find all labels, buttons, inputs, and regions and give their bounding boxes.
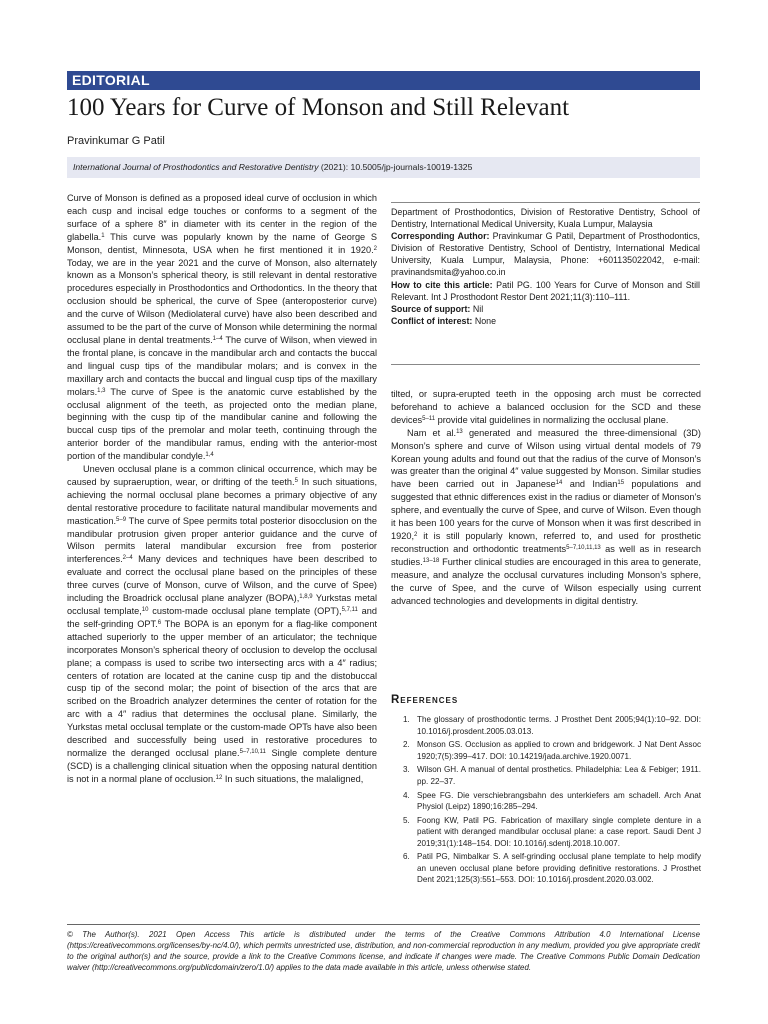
citation-superscript: 5–9 [116,516,127,523]
reference-item [391,714,701,737]
citation-superscript: 5–7,10,11,13 [566,544,601,551]
citation-superscript: 2 [373,245,377,252]
reference-item [391,790,701,813]
reference-item [391,815,701,850]
citation-superscript: 12 [215,774,223,781]
citation-superscript: 2 [414,531,418,538]
journal-name: International Journal of Prosthodontics and Restorative Dentistry [73,162,319,172]
divider [391,364,700,365]
reference-number: 5. [403,815,410,825]
reference-text: Patil PG, Nimbalkar S. A self-grinding occlusal plane template to help modify an uneven occlusal plane before providing definitive restorations. J Prosthet Dent 2021;125(3):551–553. DOI: 10.1016/j.prosdent.2020.03.002. [417,852,701,885]
citation-superscript: 14 [555,480,563,487]
divider [391,202,700,203]
citation-superscript: 6 [157,619,162,626]
section-label: EDITORIAL [72,72,150,88]
department: Department of Prosthodontics, Division of Restorative Dentistry, School of Dentistry, International Medical University, Kuala Lumpur, Malaysia [391,207,700,230]
citation-superscript: 15 [617,480,625,487]
citation-superscript: 5 [294,477,298,484]
citation-superscript: 1 [101,232,105,239]
author-name: Pravinkumar G Patil [67,135,165,147]
section-banner [67,71,700,90]
right-column [391,388,701,607]
citation-superscript: 10 [141,607,149,613]
reference-list [391,714,701,888]
paragraph-2: Uneven occlusal plane is a common clinical occurrence, which may be caused by supraeruption, wear, or drifting of the teeth.$^5$ In such situations, achieving the normal occlusal plane becomes a primary objective of any dental restorative procedure to facilitate natural mandibular movements and mastication.$^{5-9}$ The curve of Spee permits total posterior disocclusion on the mandibular protrusion given proper anterior guidance and the curve of Wilson permits lateral mandibular excursion free from posterior interferences.$^{2-4}$ Many devices and techniques have been described to evaluate and correct the occlusal plane based on the principles of these three curves (curve of Monson, curve of Wilson, and the curve of Spee) including the Broadrick occlusal plane analyzer (BOPA),$^{1,8,9}$ Yurkstas metal occlusal template,$^{10}$ custom-made occlusal plane template (OPT),$^{5,7,11}$ and the self-grinding OPT.$^6$ The BOPA is an eponym for a flag-like component attached superiorly to the upper member of an articulator; the technique incorporates Monson’s spherical theory of occlusion to develop the occlusal plane; a compass is used to scribe two intersecting arcs with a 4″ radius; centers of rotation are located at the canine cusp tip and the distobuccal cusp tip of the second molar; the point of bisection of the arcs that are scribed on the Broadrich analyzer determines the center of rotation for the arc with a 4″ radius that determines the occlusal plane. Similarly, the Yurkstas metal occlusal template or the custom-made OPTs have also been described and successfully being used in restorative procedures to normalize the deranged occlusal plane.$^{5-7,10,11}$ Single complete denture (SCD) is a challenging clinical situation when the opposing natural dentition is not in a normal plane of occlusion.$^{12}$ In such situations, the malaligned, [67,464,378,784]
reference-text: Spee FG. Die verschiebrangsbahn des unterkiefers am schadell. Arch Anat Physiol (Leipz) 1890;16:285–294. [417,790,701,812]
citation-superscript: 5,7,11 [341,607,358,613]
article-title: 100 Years for Curve of Monson and Still Relevant [67,94,570,121]
reference-number: 4. [403,790,410,800]
license-text: © The Author(s). 2021 Open Access This article is distributed under the terms of the Creative Commons Attribution 4.0 International License (https://creativecommons.org/licenses/by-nc/4.0/), which permits unrestricted use, distribution, and non-commercial reproduction in any medium, provided you give appropriate credit to the original author(s) and the source, provide a link to the Creative Commons license, and indicate if changes were made. The Creative Commons Public Domain Dedication waiver (http://creativecommons.org/publicdomain/zero/1.0/) applies to the data made available in this article, unless otherwise stated. [67,930,700,973]
citation-superscript: 1,3 [97,387,106,394]
source-of-support: Source of support: Nil [391,303,484,314]
how-to-cite: How to cite this article: Patil PG. 100 Years for Curve of Monson and Still Relevant. Int J Prosthodont Restor Dent 2021;11(3):110–111. [391,279,700,302]
reference-text: Foong KW, Patil PG. Fabrication of maxillary single complete denture in a patient with deranged mandibular occlusal plane: a case report. Saudi Dent J 2019;31(1):148–154. DOI: 10.1016/j.sdentj.2018.10.007. [417,815,701,848]
citation-superscript: 5–7,10,11 [239,748,266,755]
left-column [67,192,377,786]
reference-number: 1. [403,715,410,724]
citation-superscript: 1,4 [205,452,214,459]
paragraph-2-continued: tilted, or supra-erupted teeth in the opposing arch must be corrected beforehand to achieve a balanced occlusion for the SCD and these devices$^{5-11}$ provide vital guidelines in normalizing the occlusal plane. [391,389,701,425]
reference-item [391,851,701,886]
citation-superscript: 13–18 [422,557,440,564]
paragraph-3: Nam et al.$^{13}$ generated and measured the three-dimensional (3D) Monson’s sphere and curve of Wilson using virtual dental models of 79 Korean young adults and found out that the radius of the curve of Monson’s was greater than the original 4″ value suggested by Monson. Similar studies have been carried out in Japanese$^{14}$ and Indian$^{15}$ populations and suggested that ethnic differences exist in the radius or diameter of Monson’s sphere, and eventually the curve of Spee, and curve of Wilson. Even though it has been 100 years for the curve of Monson when it was first described in 1920,$^2$ it is still popularly known, referred to, and used for prosthetic reconstruction and orthodontic treatments$^{5-7,10,11,13}$ as well as in research studies.$^{13-18}$ Further clinical studies are encouraged in this area to generate, measure, and analyze the occlusal curvatures including Monson’s sphere, the curve of Spee, and the curve of Wilson especially using current advanced technologies and developments in digital dentistry. [391,427,701,606]
paragraph-1: Curve of Monson is defined as a proposed ideal curve of occlusion in which each cusp and incisal edge touches or conforms to a segment of the surface of a sphere 8″ in diameter with its center in the region of the glabella.$^1$ This curve was popularly known by the name of George S Monson, dentist, Minnesota, USA when he first mentioned it in 1920.$^2$ Today, we are in the year 2021 and the curve of Monson, also alternately known as a Monson’s spherical theory, is still relevant in dental restorative procedures especially in Prosthodontics and Orthodontics. In the theory that occlusion should be spherical, the curve of Spee (anteroposterior curve) and the curve of Wilson (Mediolateral curve) have also been described and assumed to be the part of the curve of Monson while determining the normal occlusal plane in dental treatments.$^{1-4}$ The curve of Wilson, when viewed in the frontal plane, is concave in the mandibular arch and contacts the buccal and lingual cusp tips of the mandibular molars; and is convex in the maxillary arch and contacts the buccal and lingual cusp tips of the maxillary molars.$^{1,3}$ The curve of Spee is the anatomic curve established by the occlusal alignment of the teeth, as projected onto the median plane, beginning with the cusp tip of the mandibular canine and following the buccal cusp tips of the premolar and molar teeth, continuing through the anterior border of the mandibular ramus, ending with the anterior-most portion of the mandibular condyle.$^{1,4}$ [67,193,377,462]
citation-superscript: 1,8,9 [299,594,313,601]
reference-text: Wilson GH. A manual of dental prosthetics. Philadelphia: Lea & Febiger; 1911. pp. 22–37. [417,765,701,786]
reference-item [391,764,701,787]
affiliation-box [391,206,700,327]
citation-box [67,157,700,178]
citation-superscript: 2–4 [122,555,133,562]
citation-superscript: 5–11 [422,415,436,422]
citation-superscript: 13 [456,428,463,435]
references-heading: References [391,694,459,706]
conflict-of-interest: Conflict of interest: None [391,315,497,326]
reference-text: Monson GS. Occlusion as applied to crown and bridgework. J Nat Dent Assoc 1920;7(5):399–417. DOI: 10.14219/jada.archive.1920.0071. [417,740,701,761]
footer-divider [67,924,700,925]
reference-item [391,739,701,762]
reference-number: 2. [403,740,410,750]
citation-superscript: 1–4 [212,335,223,342]
corresponding-author: Corresponding Author: Pravinkumar G Patil, Department of Prosthodontics, Division of Restorative Dentistry, School of Dentistry, International Medical University, Kuala Lumpur, Malaysia, Phone: +601135022042, e-mail: pravinandsmita@yahoo.co.in [391,231,700,278]
reference-number: 3. [403,765,410,775]
reference-number: 6. [403,852,410,862]
citation-doi: (2021): 10.5005/jp-journals-10019-1325 [318,162,473,172]
reference-text: The glossary of prosthodontic terms. J Prosthet Dent 2005;94(1):10–92. DOI: 10.1016/j.prosdent.2005.03.013. [417,715,701,736]
